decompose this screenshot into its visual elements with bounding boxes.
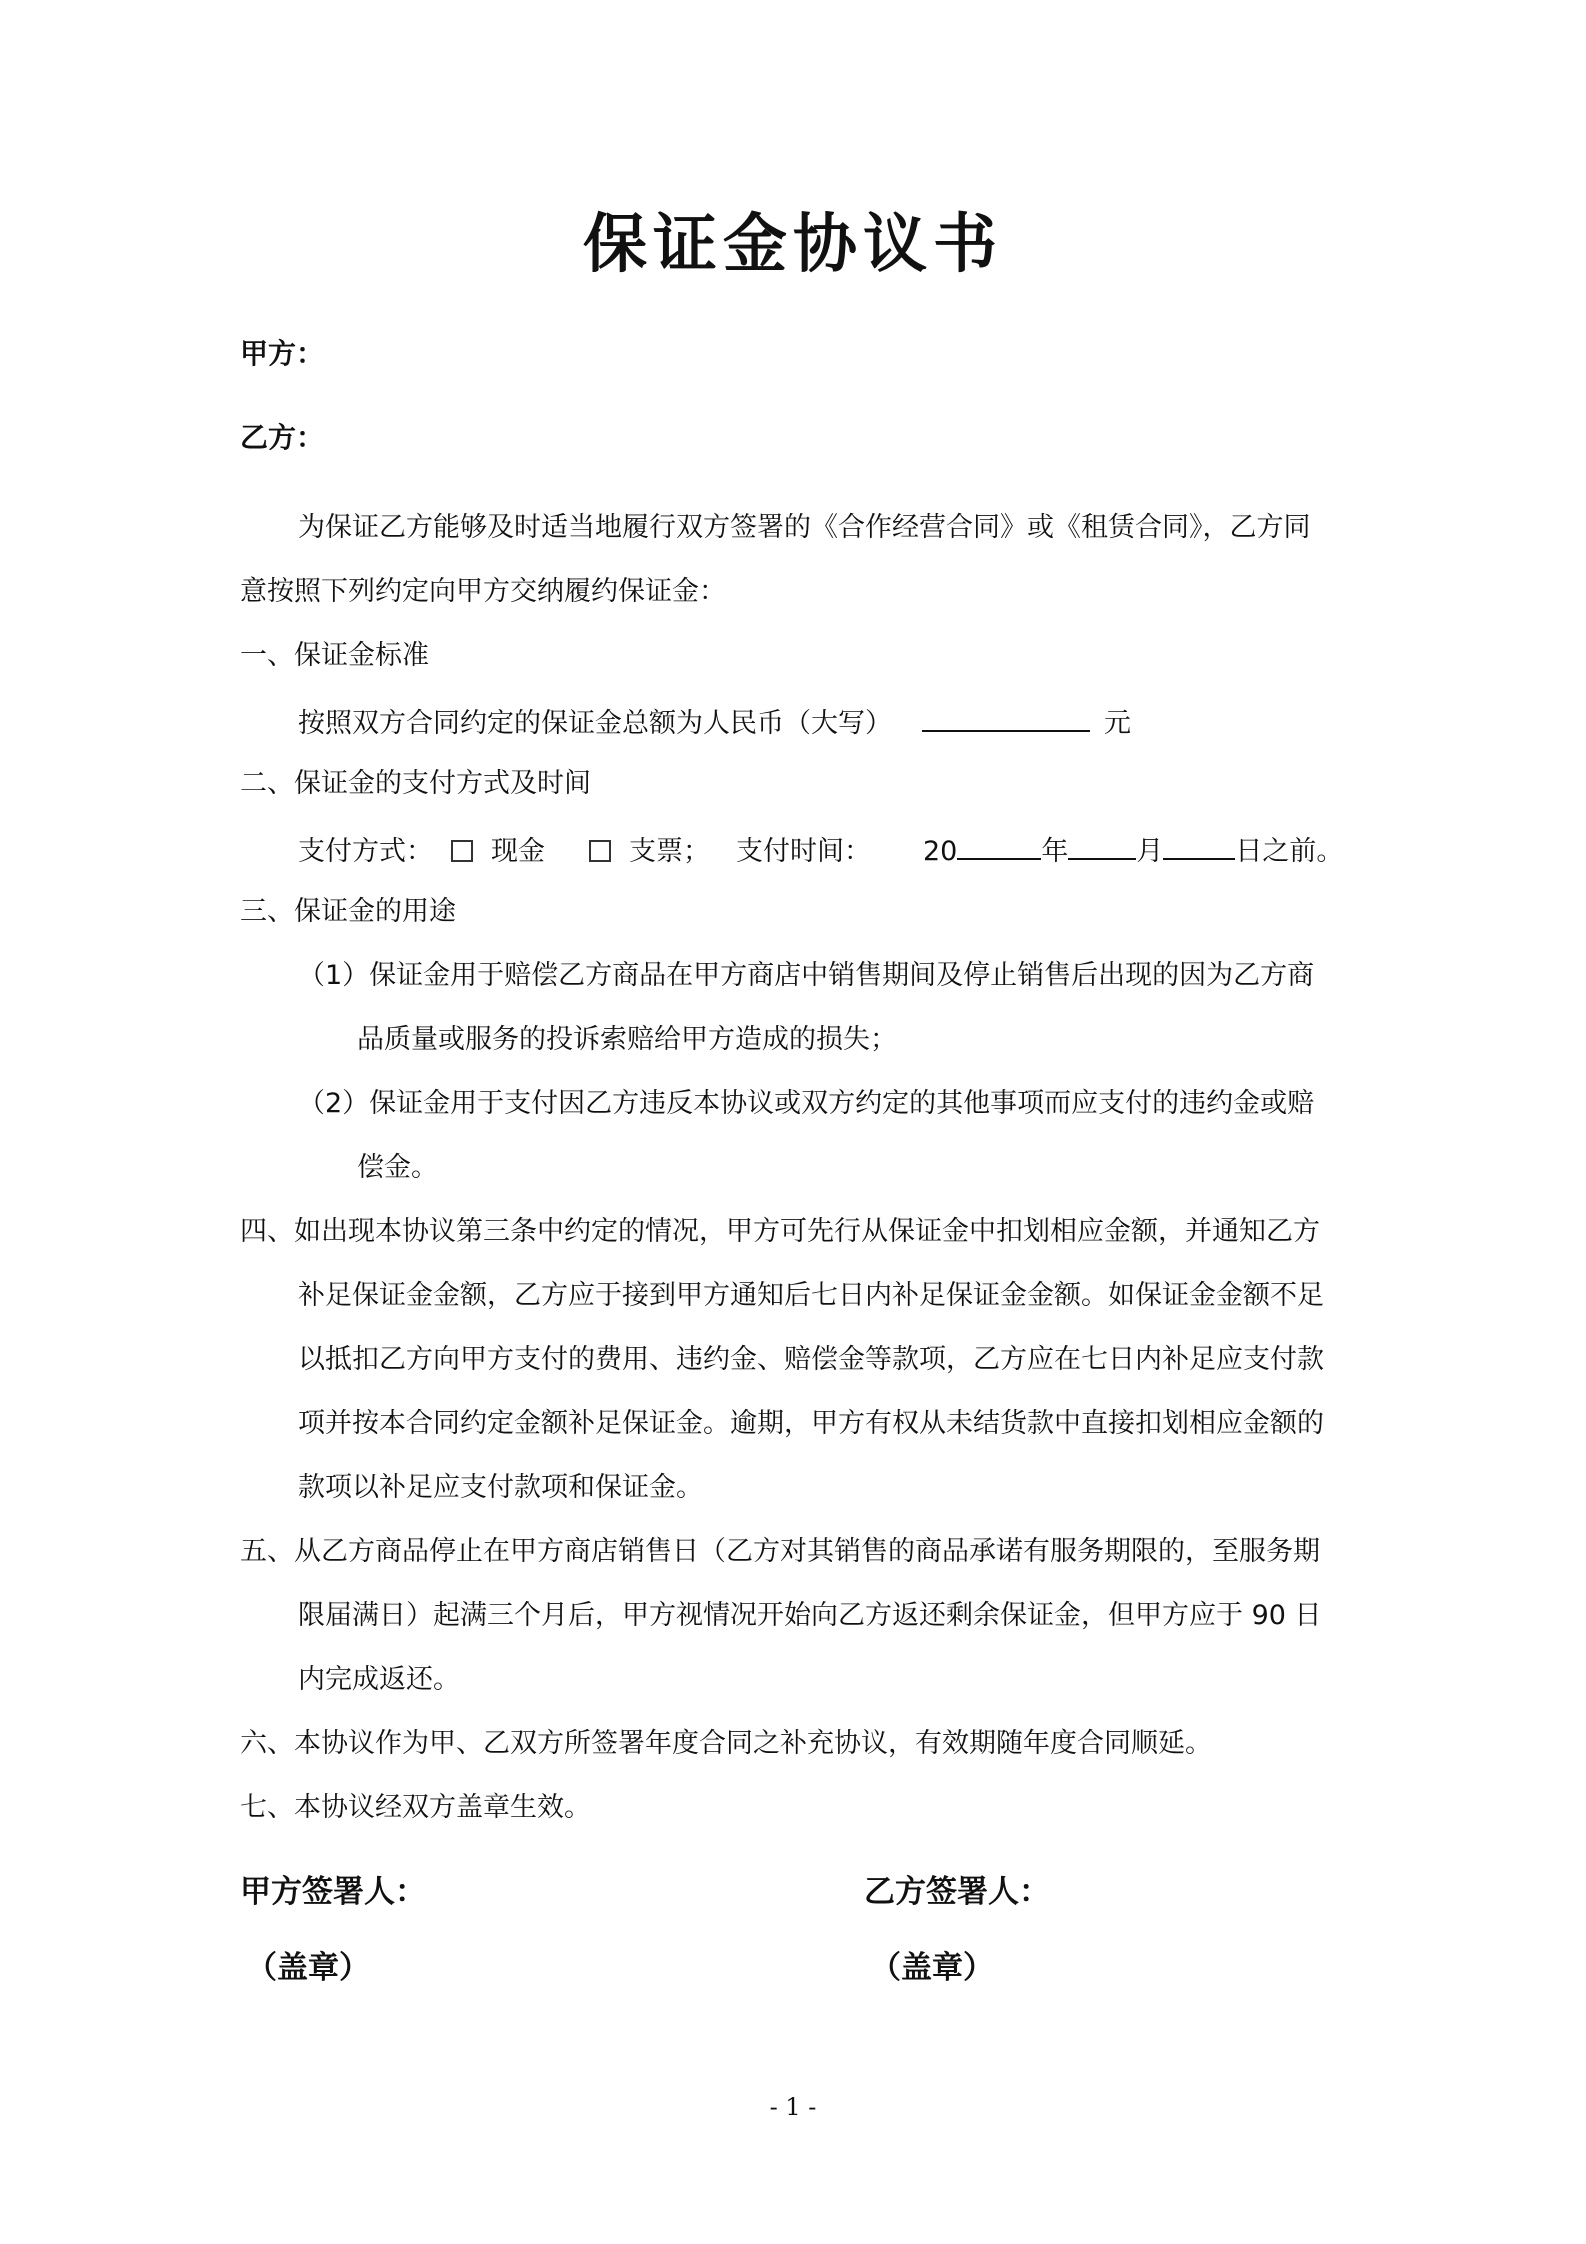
year-blank (957, 828, 1041, 860)
section-4-line-2: 补足保证金金额，乙方应于接到甲方通知后七日内补足保证金金额。如保证金金额不足 (298, 1280, 1324, 1311)
day-label: 日之前。 (1235, 836, 1344, 867)
section-3-item-2-line-1: （2）保证金用于支付因乙方违反本协议或双方约定的其他事项而应支付的违约金或赔 (298, 1088, 1315, 1119)
year-label: 年 (1041, 836, 1069, 867)
intro-line-1: 为保证乙方能够及时适当地履行双方签署的《合作经营合同》或《租赁合同》，乙方同 (298, 512, 1311, 543)
section-7: 七、本协议经双方盖章生效。 (240, 1792, 591, 1823)
section-6: 六、本协议作为甲、乙双方所签署年度合同之补充协议，有效期随年度合同顺延。 (240, 1728, 1212, 1759)
page-number: - 1 - (769, 2093, 817, 2121)
party-b-signatory-label: 乙方签署人： (864, 1874, 1050, 1910)
section-4-line-4: 项并按本合同约定金额补足保证金。逾期，甲方有权从未结货款中直接扣划相应金额的 (298, 1408, 1324, 1439)
party-a-label: 甲方： (240, 337, 325, 370)
section-1-amount-line (298, 700, 1131, 744)
check-checkbox-icon (589, 840, 611, 862)
day-blank (1163, 828, 1235, 860)
section-3-item-2-line-2: 偿金。 (357, 1152, 438, 1183)
section-3-heading: 三、保证金的用途 (240, 896, 456, 927)
section-3-item-1-line-2: 品质量或服务的投诉索赔给甲方造成的损失； (357, 1024, 897, 1055)
amount-unit: 元 (1104, 708, 1131, 739)
section-4-line-1: 四、如出现本协议第三条中约定的情况，甲方可先行从保证金中扣划相应金额，并通知乙方 (240, 1216, 1320, 1247)
amount-text: 按照双方合同约定的保证金总额为人民币（大写） (298, 708, 892, 739)
payment-time-label: 支付时间： (736, 836, 871, 867)
cash-checkbox-icon (451, 840, 473, 862)
party-b-label: 乙方： (240, 421, 325, 454)
section-2-heading: 二、保证金的支付方式及时间 (240, 768, 591, 799)
month-label: 月 (1136, 836, 1164, 867)
document-title: 保证金协议书 (583, 208, 1003, 282)
year-prefix: 20 (923, 836, 958, 867)
party-a-seal-label: （盖章） (246, 1950, 370, 1986)
intro-line-2: 意按照下列约定向甲方交纳履约保证金： (240, 576, 726, 607)
month-blank (1068, 828, 1136, 860)
section-3-item-1-line-1: （1）保证金用于赔偿乙方商品在甲方商店中销售期间及停止销售后出现的因为乙方商 (298, 960, 1315, 991)
check-option-label: 支票； (629, 836, 710, 867)
cash-option-label: 现金 (491, 836, 545, 867)
party-a-signatory-label: 甲方签署人： (240, 1874, 426, 1910)
section-2-payment-line (298, 828, 1343, 872)
section-4-line-5: 款项以补足应支付款项和保证金。 (298, 1472, 703, 1503)
section-5-line-3: 内完成返还。 (298, 1664, 460, 1695)
section-5-line-1: 五、从乙方商品停止在甲方商店销售日（乙方对其销售的商品承诺有服务期限的，至服务期 (240, 1536, 1320, 1567)
section-1-heading: 一、保证金标准 (240, 640, 429, 671)
payment-method-label: 支付方式： (298, 836, 433, 867)
section-4-line-3: 以抵扣乙方向甲方支付的费用、违约金、赔偿金等款项，乙方应在七日内补足应支付款 (298, 1344, 1324, 1375)
section-5-line-2: 限届满日）起满三个月后，甲方视情况开始向乙方返还剩余保证金，但甲方应于 90 日 (298, 1600, 1322, 1631)
amount-blank (922, 700, 1090, 732)
party-b-seal-label: （盖章） (870, 1950, 994, 1986)
